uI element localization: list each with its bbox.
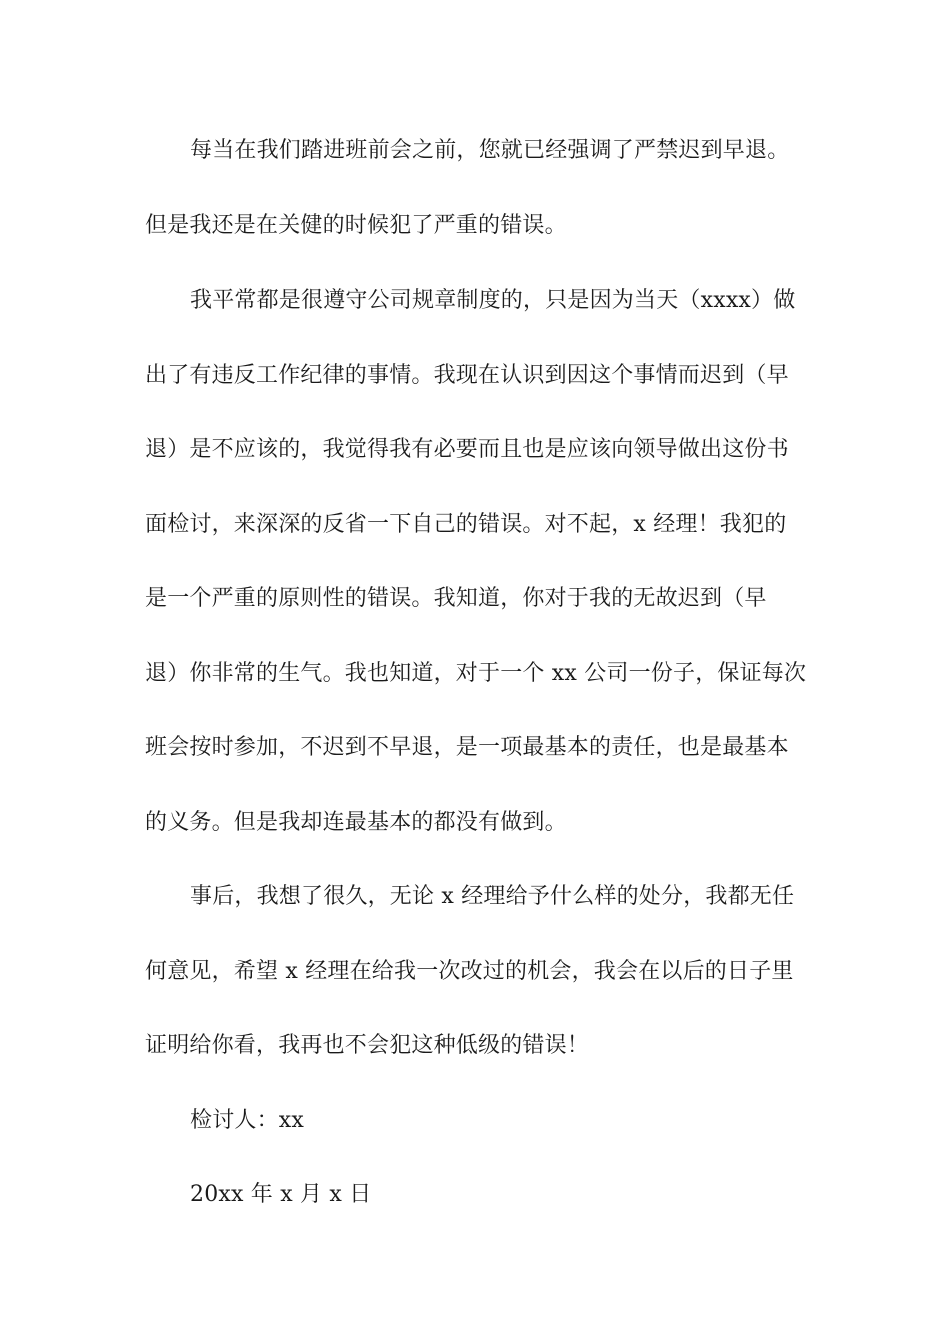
paragraph-2-line-5: 是一个严重的原则性的错误。我知道，你对于我的无故迟到（早 [145, 586, 767, 611]
date-line: 20xx 年 x 月 x 日 [190, 1182, 372, 1207]
paragraph-2-line-1: 我平常都是很遵守公司规章制度的，只是因为当天（xxxx）做 [190, 288, 796, 313]
paragraph-2-line-4: 面检讨，来深深的反省一下自己的错误。对不起，x 经理！我犯的 [145, 512, 787, 537]
paragraph-2-line-8: 的义务。但是我却连最基本的都没有做到。 [145, 810, 567, 835]
paragraph-3-line-1: 事后，我想了很久，无论 x 经理给予什么样的处分，我都无任 [190, 884, 795, 909]
paragraph-2-line-6: 退）你非常的生气。我也知道，对于一个 xx 公司一份子，保证每次 [145, 661, 807, 686]
paragraph-1-line-2: 但是我还是在关健的时候犯了严重的错误。 [145, 213, 567, 238]
paragraph-3-line-2: 何意见，希望 x 经理在给我一次改过的机会，我会在以后的日子里 [145, 959, 794, 984]
paragraph-2-line-7: 班会按时参加，不迟到不早退，是一项最基本的责任，也是最基本 [145, 735, 789, 760]
paragraph-2-line-3: 退）是不应该的，我觉得我有必要而且也是应该向领导做出这份书 [145, 437, 789, 462]
paragraph-1-line-1: 每当在我们踏进班前会之前，您就已经强调了严禁迟到早退。 [190, 138, 790, 163]
paragraph-2-line-2: 出了有违反工作纪律的事情。我现在认识到因这个事情而迟到（早 [145, 363, 789, 388]
signature-line: 检讨人：xx [190, 1108, 305, 1133]
paragraph-3-line-3: 证明给你看，我再也不会犯这种低级的错误！ [145, 1033, 590, 1058]
